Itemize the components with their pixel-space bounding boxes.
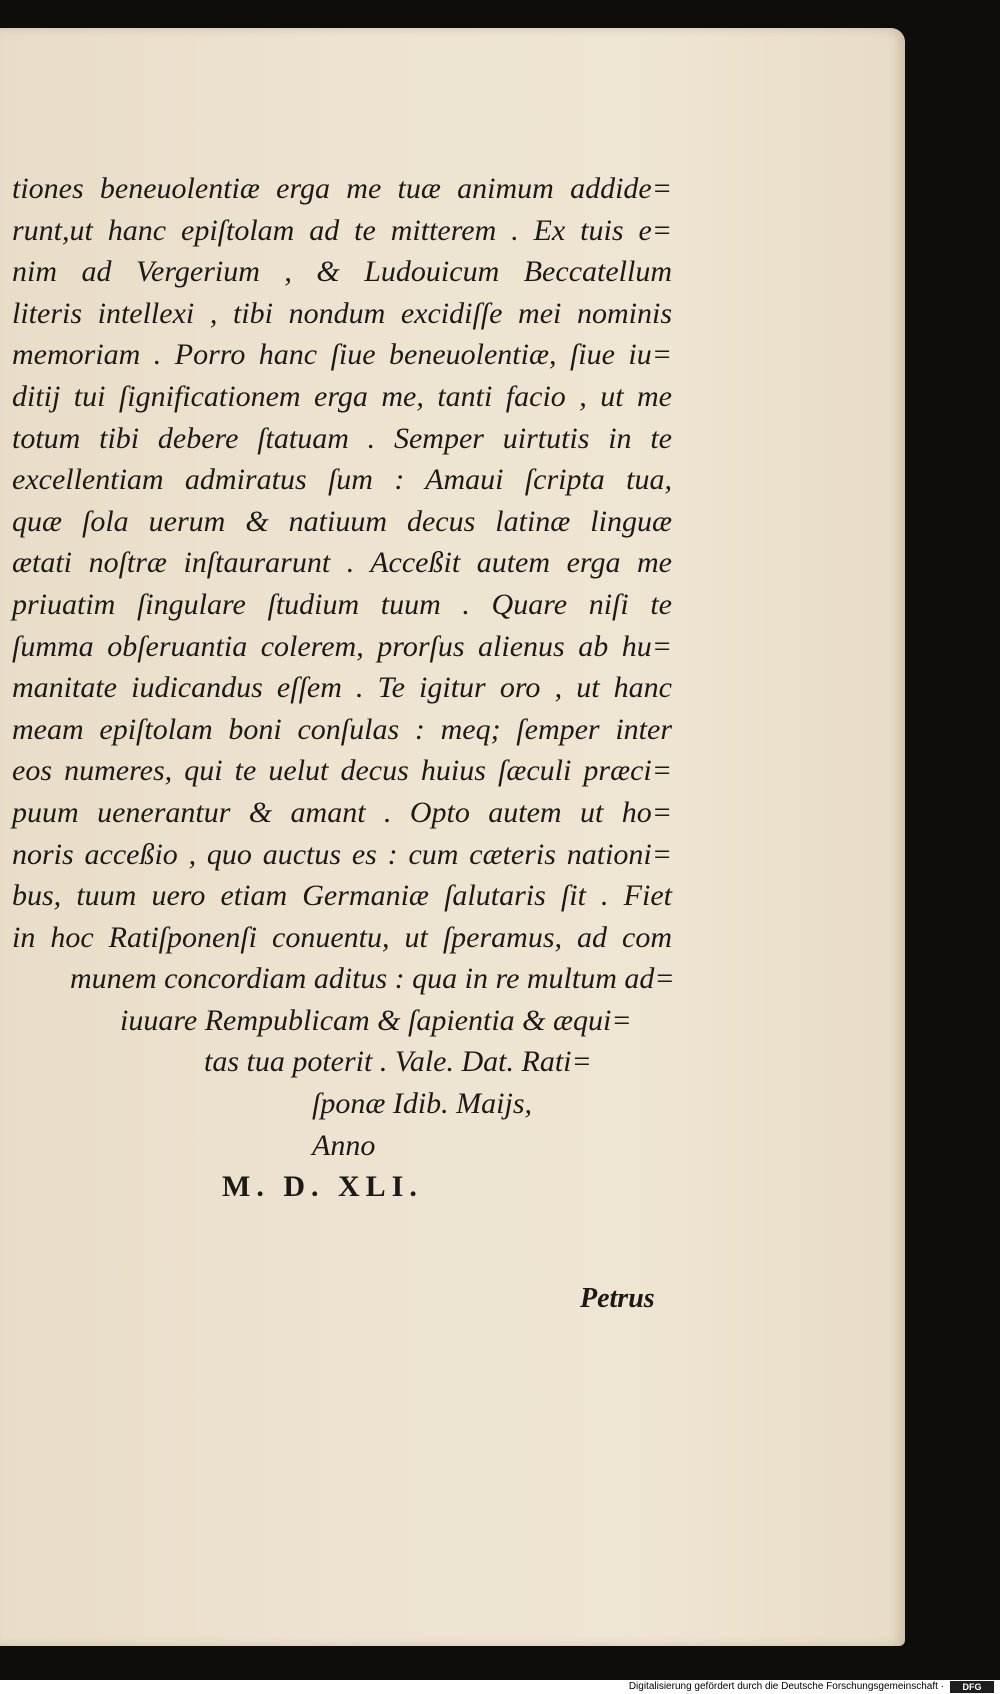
latin-letter-text <box>12 168 675 1208</box>
text-line-10: ætati noſtræ inſtaurarunt . Acceßit autem erga me <box>12 546 672 580</box>
text-line-6: ditij tui ſignificationem erga me, tanti facio , ut me <box>12 379 672 413</box>
text-line-1: tiones beneuolentiæ erga me tuæ animum addide= <box>12 172 672 205</box>
text-line-13: manitate iudicandus eſſem . Te igitur oro , ut hanc <box>12 671 672 705</box>
text-line-5: memoriam . Porro hanc ſiue beneuolentiæ, ſiue iu= <box>12 338 672 372</box>
text-line-21: iuuare Rempublicam & ſapientia & æqui= <box>120 1003 632 1037</box>
text-line-16: puum uenerantur & amant . Opto autem ut ho= <box>12 795 672 829</box>
book-page <box>0 28 905 1646</box>
text-line-15: eos numeres, qui te uelut decus huius ſæculi præci= <box>12 754 672 788</box>
dfg-logo: DFG <box>950 1681 994 1693</box>
text-line-8: excellentiam admiratus ſum : Amaui ſcripta tua, <box>12 463 672 497</box>
footer-credit: Digitalisierung gefördert durch die Deutsche Forschungsgemeinschaft · <box>628 1681 944 1692</box>
text-line-18: bus, tuum uero etiam Germaniæ ſalutaris ſit . Fiet <box>12 879 672 913</box>
text-line-22: tas tua poterit . Vale. Dat. Rati= <box>204 1045 592 1079</box>
date-line: ſponæ Idib. Maijs, <box>312 1087 533 1121</box>
text-line-14: meam epiſtolam boni conſulas : meq; ſemper inter <box>12 712 672 746</box>
text-line-11: priuatim ſingulare ſtudium tuum . Quare niſi te <box>12 587 672 621</box>
text-line-19: in hoc Ratiſponenſi conuentu, ut ſperamus, ad com <box>12 920 672 954</box>
catchword: Petrus <box>580 1283 655 1314</box>
text-line-9: quæ ſola uerum & natiuum decus latinæ linguæ <box>12 504 672 538</box>
text-line-12: ſumma obſeruantia colerem, prorſus alienus ab hu= <box>12 629 672 663</box>
year-line: M. D. XLI. <box>222 1170 423 1204</box>
text-line-3: nim ad Vergerium , & Ludouicum Beccatellum <box>12 255 672 289</box>
text-line-2: runt,ut hanc epiſtolam ad te mitterem . Ex tuis e= <box>12 213 672 247</box>
text-line-17: noris acceßio , quo auctus es : cum cæteris nationi= <box>12 837 672 871</box>
text-line-20: munem concordiam aditus : qua in re multum ad= <box>70 962 675 996</box>
anno-line: Anno <box>312 1128 376 1162</box>
text-line-7: totum tibi debere ſtatuam . Semper uirtutis in te <box>12 421 672 455</box>
text-line-4: literis intellexi , tibi nondum excidiſſe mei nominis <box>12 296 672 330</box>
